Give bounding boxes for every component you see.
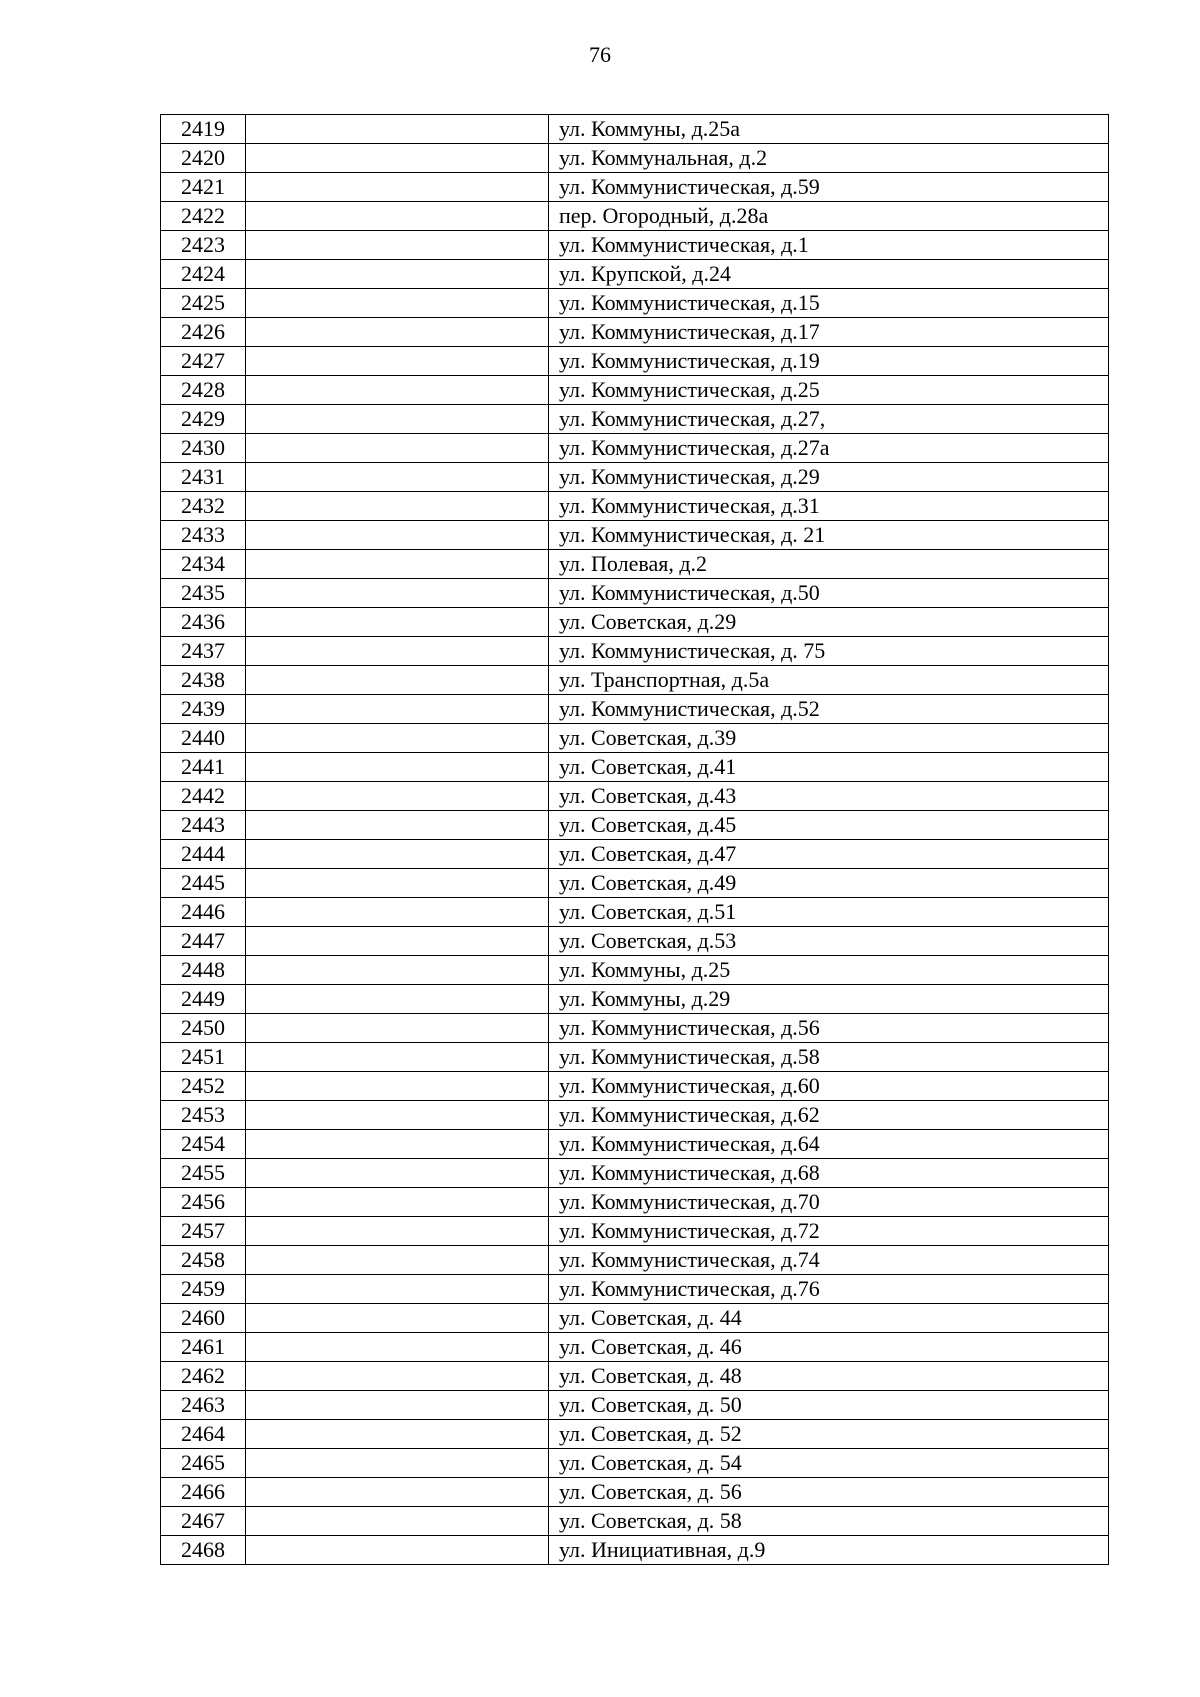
address-cell: ул. Коммуны, д.25: [549, 956, 1109, 985]
empty-cell: [246, 985, 549, 1014]
empty-cell: [246, 1333, 549, 1362]
table-row: [161, 1246, 1109, 1275]
table-row: [161, 1101, 1109, 1130]
address-cell: ул. Коммунистическая, д.17: [549, 318, 1109, 347]
empty-cell: [246, 434, 549, 463]
table-row: [161, 463, 1109, 492]
empty-cell: [246, 608, 549, 637]
table-row: [161, 550, 1109, 579]
row-number-cell: 2450: [161, 1014, 246, 1043]
empty-cell: [246, 1101, 549, 1130]
row-number-cell: 2444: [161, 840, 246, 869]
table-row: [161, 666, 1109, 695]
empty-cell: [246, 1217, 549, 1246]
empty-cell: [246, 666, 549, 695]
row-number-cell: 2441: [161, 753, 246, 782]
address-cell: ул. Советская, д.53: [549, 927, 1109, 956]
table-row: [161, 1188, 1109, 1217]
address-cell: ул. Советская, д.51: [549, 898, 1109, 927]
empty-cell: [246, 869, 549, 898]
empty-cell: [246, 637, 549, 666]
empty-cell: [246, 1072, 549, 1101]
row-number-cell: 2446: [161, 898, 246, 927]
address-cell: ул. Коммунистическая, д.29: [549, 463, 1109, 492]
empty-cell: [246, 579, 549, 608]
row-number-cell: 2457: [161, 1217, 246, 1246]
row-number-cell: 2464: [161, 1420, 246, 1449]
empty-cell: [246, 144, 549, 173]
table-row: [161, 985, 1109, 1014]
table-row: [161, 637, 1109, 666]
empty-cell: [246, 1246, 549, 1275]
empty-cell: [246, 1391, 549, 1420]
row-number-cell: 2454: [161, 1130, 246, 1159]
address-cell: ул. Коммунистическая, д.56: [549, 1014, 1109, 1043]
row-number-cell: 2463: [161, 1391, 246, 1420]
table-row: [161, 811, 1109, 840]
address-table: [160, 114, 1109, 1565]
address-cell: ул. Коммунистическая, д.68: [549, 1159, 1109, 1188]
row-number-cell: 2449: [161, 985, 246, 1014]
table-row: [161, 376, 1109, 405]
address-cell: ул. Советская, д. 48: [549, 1362, 1109, 1391]
table-row: [161, 492, 1109, 521]
table-row: [161, 1130, 1109, 1159]
address-cell: ул. Коммунистическая, д.19: [549, 347, 1109, 376]
row-number-cell: 2439: [161, 695, 246, 724]
row-number-cell: 2452: [161, 1072, 246, 1101]
table-row: [161, 1391, 1109, 1420]
table-row: [161, 144, 1109, 173]
empty-cell: [246, 956, 549, 985]
table-row: [161, 840, 1109, 869]
table-row: [161, 115, 1109, 144]
address-cell: ул. Коммунистическая, д. 75: [549, 637, 1109, 666]
row-number-cell: 2466: [161, 1478, 246, 1507]
empty-cell: [246, 318, 549, 347]
address-cell: ул. Коммунистическая, д.1: [549, 231, 1109, 260]
table-row: [161, 608, 1109, 637]
empty-cell: [246, 1362, 549, 1391]
address-cell: ул. Советская, д. 44: [549, 1304, 1109, 1333]
table-row: [161, 202, 1109, 231]
row-number-cell: 2459: [161, 1275, 246, 1304]
empty-cell: [246, 1536, 549, 1565]
address-cell: ул. Коммунальная, д.2: [549, 144, 1109, 173]
table-row: [161, 898, 1109, 927]
empty-cell: [246, 289, 549, 318]
row-number-cell: 2461: [161, 1333, 246, 1362]
address-cell: ул. Коммунистическая, д.60: [549, 1072, 1109, 1101]
empty-cell: [246, 115, 549, 144]
empty-cell: [246, 376, 549, 405]
row-number-cell: 2465: [161, 1449, 246, 1478]
empty-cell: [246, 898, 549, 927]
empty-cell: [246, 1159, 549, 1188]
address-cell: ул. Инициативная, д.9: [549, 1536, 1109, 1565]
address-cell: ул. Советская, д. 52: [549, 1420, 1109, 1449]
address-cell: ул. Коммунистическая, д.70: [549, 1188, 1109, 1217]
empty-cell: [246, 173, 549, 202]
address-cell: ул. Советская, д. 50: [549, 1391, 1109, 1420]
table-row: [161, 579, 1109, 608]
row-number-cell: 2426: [161, 318, 246, 347]
address-cell: ул. Коммунистическая, д.74: [549, 1246, 1109, 1275]
row-number-cell: 2445: [161, 869, 246, 898]
row-number-cell: 2431: [161, 463, 246, 492]
row-number-cell: 2451: [161, 1043, 246, 1072]
empty-cell: [246, 1043, 549, 1072]
address-cell: ул. Коммунистическая, д.62: [549, 1101, 1109, 1130]
table-row: [161, 1478, 1109, 1507]
table-row: [161, 1043, 1109, 1072]
row-number-cell: 2427: [161, 347, 246, 376]
row-number-cell: 2424: [161, 260, 246, 289]
address-cell: ул. Полевая, д.2: [549, 550, 1109, 579]
table-row: [161, 1304, 1109, 1333]
table-row: [161, 1159, 1109, 1188]
row-number-cell: 2420: [161, 144, 246, 173]
row-number-cell: 2429: [161, 405, 246, 434]
row-number-cell: 2462: [161, 1362, 246, 1391]
page-number: 76: [589, 42, 611, 67]
table-row: [161, 1449, 1109, 1478]
row-number-cell: 2433: [161, 521, 246, 550]
table-row: [161, 1275, 1109, 1304]
table-row: [161, 434, 1109, 463]
table-row: [161, 1420, 1109, 1449]
address-cell: ул. Советская, д.49: [549, 869, 1109, 898]
table-row: [161, 1014, 1109, 1043]
row-number-cell: 2442: [161, 782, 246, 811]
address-cell: пер. Огородный, д.28а: [549, 202, 1109, 231]
address-cell: ул. Советская, д.47: [549, 840, 1109, 869]
empty-cell: [246, 1478, 549, 1507]
row-number-cell: 2419: [161, 115, 246, 144]
empty-cell: [246, 753, 549, 782]
address-cell: ул. Коммунистическая, д.27а: [549, 434, 1109, 463]
address-cell: ул. Крупской, д.24: [549, 260, 1109, 289]
address-cell: ул. Советская, д.39: [549, 724, 1109, 753]
empty-cell: [246, 1304, 549, 1333]
row-number-cell: 2447: [161, 927, 246, 956]
row-number-cell: 2455: [161, 1159, 246, 1188]
address-cell: ул. Транспортная, д.5а: [549, 666, 1109, 695]
row-number-cell: 2453: [161, 1101, 246, 1130]
empty-cell: [246, 550, 549, 579]
empty-cell: [246, 521, 549, 550]
address-cell: ул. Коммуны, д.29: [549, 985, 1109, 1014]
row-number-cell: 2434: [161, 550, 246, 579]
table-row: [161, 927, 1109, 956]
address-table-body: [161, 115, 1109, 1565]
address-cell: ул. Коммунистическая, д.27,: [549, 405, 1109, 434]
empty-cell: [246, 1507, 549, 1536]
address-cell: ул. Коммунистическая, д.76: [549, 1275, 1109, 1304]
table-row: [161, 724, 1109, 753]
table-row: [161, 695, 1109, 724]
address-cell: ул. Коммунистическая, д.52: [549, 695, 1109, 724]
row-number-cell: 2425: [161, 289, 246, 318]
row-number-cell: 2430: [161, 434, 246, 463]
table-row: [161, 347, 1109, 376]
address-cell: ул. Коммунистическая, д.50: [549, 579, 1109, 608]
row-number-cell: 2422: [161, 202, 246, 231]
empty-cell: [246, 782, 549, 811]
address-cell: ул. Коммунистическая, д.72: [549, 1217, 1109, 1246]
address-cell: ул. Советская, д.29: [549, 608, 1109, 637]
table-row: [161, 1217, 1109, 1246]
table-row: [161, 1536, 1109, 1565]
empty-cell: [246, 1188, 549, 1217]
address-cell: ул. Советская, д. 56: [549, 1478, 1109, 1507]
row-number-cell: 2428: [161, 376, 246, 405]
row-number-cell: 2468: [161, 1536, 246, 1565]
table-row: [161, 521, 1109, 550]
empty-cell: [246, 405, 549, 434]
table-row: [161, 405, 1109, 434]
table-row: [161, 173, 1109, 202]
table-row: [161, 956, 1109, 985]
empty-cell: [246, 260, 549, 289]
row-number-cell: 2456: [161, 1188, 246, 1217]
row-number-cell: 2421: [161, 173, 246, 202]
empty-cell: [246, 347, 549, 376]
table-row: [161, 1333, 1109, 1362]
row-number-cell: 2460: [161, 1304, 246, 1333]
row-number-cell: 2438: [161, 666, 246, 695]
row-number-cell: 2432: [161, 492, 246, 521]
address-cell: ул. Советская, д.45: [549, 811, 1109, 840]
address-cell: ул. Коммунистическая, д.59: [549, 173, 1109, 202]
empty-cell: [246, 492, 549, 521]
table-row: [161, 782, 1109, 811]
address-cell: ул. Коммунистическая, д.25: [549, 376, 1109, 405]
row-number-cell: 2467: [161, 1507, 246, 1536]
empty-cell: [246, 927, 549, 956]
table-row: [161, 260, 1109, 289]
row-number-cell: 2458: [161, 1246, 246, 1275]
row-number-cell: 2448: [161, 956, 246, 985]
table-row: [161, 231, 1109, 260]
row-number-cell: 2440: [161, 724, 246, 753]
table-row: [161, 753, 1109, 782]
table-row: [161, 318, 1109, 347]
table-row: [161, 1072, 1109, 1101]
row-number-cell: 2436: [161, 608, 246, 637]
address-cell: ул. Советская, д.43: [549, 782, 1109, 811]
empty-cell: [246, 811, 549, 840]
address-cell: ул. Советская, д. 54: [549, 1449, 1109, 1478]
address-cell: ул. Советская, д. 46: [549, 1333, 1109, 1362]
empty-cell: [246, 1014, 549, 1043]
address-cell: ул. Советская, д. 58: [549, 1507, 1109, 1536]
empty-cell: [246, 463, 549, 492]
empty-cell: [246, 695, 549, 724]
table-row: [161, 869, 1109, 898]
empty-cell: [246, 1275, 549, 1304]
address-cell: ул. Коммунистическая, д.64: [549, 1130, 1109, 1159]
address-cell: ул. Коммунистическая, д.31: [549, 492, 1109, 521]
table-row: [161, 1507, 1109, 1536]
address-cell: ул. Советская, д.41: [549, 753, 1109, 782]
address-cell: ул. Коммунистическая, д.58: [549, 1043, 1109, 1072]
address-cell: ул. Коммунистическая, д.15: [549, 289, 1109, 318]
empty-cell: [246, 1420, 549, 1449]
empty-cell: [246, 1130, 549, 1159]
row-number-cell: 2435: [161, 579, 246, 608]
row-number-cell: 2423: [161, 231, 246, 260]
empty-cell: [246, 202, 549, 231]
address-cell: ул. Коммуны, д.25а: [549, 115, 1109, 144]
address-cell: ул. Коммунистическая, д. 21: [549, 521, 1109, 550]
empty-cell: [246, 1449, 549, 1478]
table-row: [161, 289, 1109, 318]
empty-cell: [246, 724, 549, 753]
empty-cell: [246, 840, 549, 869]
row-number-cell: 2443: [161, 811, 246, 840]
empty-cell: [246, 231, 549, 260]
row-number-cell: 2437: [161, 637, 246, 666]
table-row: [161, 1362, 1109, 1391]
